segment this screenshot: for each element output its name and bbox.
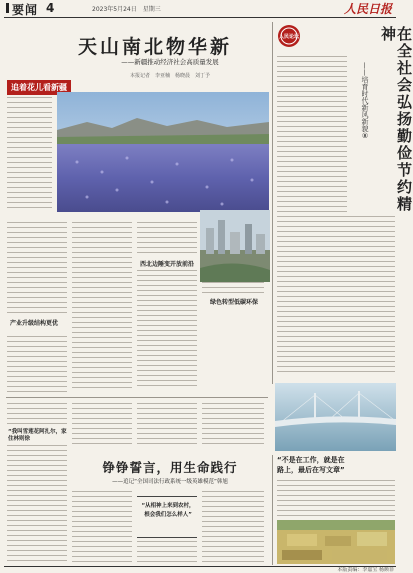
issue-date: 2023年5月24日 星期三 — [92, 6, 161, 13]
feature-subtitle: ——追记“全国司法行政系统一级英雄模范”韩旭 — [112, 479, 228, 485]
feature-title: 铮铮誓言，用生命践行 — [102, 460, 238, 475]
lavender-photo — [57, 92, 269, 212]
pull-quote: “从相神上来到农村， 根会我们怎么样人” — [141, 503, 195, 518]
lead-subtitle: ——新疆推动经济社会高质量发展 — [121, 58, 219, 66]
subhead-green: 绿色转型低碳环保 — [210, 299, 259, 306]
right-column-divider — [272, 22, 273, 384]
mid-divider — [6, 397, 268, 398]
masthead-logo: 人民日报 — [343, 2, 392, 16]
bridge-photo — [275, 383, 396, 451]
bottom-right-heading-line2: 路上，最后在写文章” — [277, 466, 345, 474]
footer-editors: 本版责编：李嘉宝 杨颜菲 — [337, 567, 394, 573]
bottom-right-heading — [277, 455, 395, 475]
people-forum-text: 人民论坛 — [279, 34, 300, 40]
section-marker — [6, 3, 9, 13]
city-photo — [200, 210, 270, 282]
commentary-title: 在全社会弘扬勤俭节约精神 — [379, 26, 413, 213]
field-photo — [277, 520, 395, 564]
subhead-unity: “我叫雪莲花阿扎尔，家住林则徐 — [8, 429, 67, 442]
page-number: 4 — [46, 1, 55, 15]
bottom-right-divider — [272, 455, 273, 565]
header-rule — [4, 17, 396, 18]
column-tag: 追着花儿看新疆 — [7, 80, 71, 95]
commentary-series: ——培育时代新风新貌⑧ — [361, 62, 369, 140]
subhead-industry: 产业升级结构更优 — [10, 320, 59, 327]
subhead-west: 西北边陲变开放前沿 — [140, 261, 195, 268]
section-name: 要闻 — [12, 3, 39, 17]
lead-byline: 本报记者 李亚楠 杨晓晨 刘丁予 — [129, 73, 210, 79]
bottom-right-heading-line1: “不是在工作，就是在 — [277, 456, 345, 464]
lead-title: 天山南北物华新 — [77, 36, 232, 58]
